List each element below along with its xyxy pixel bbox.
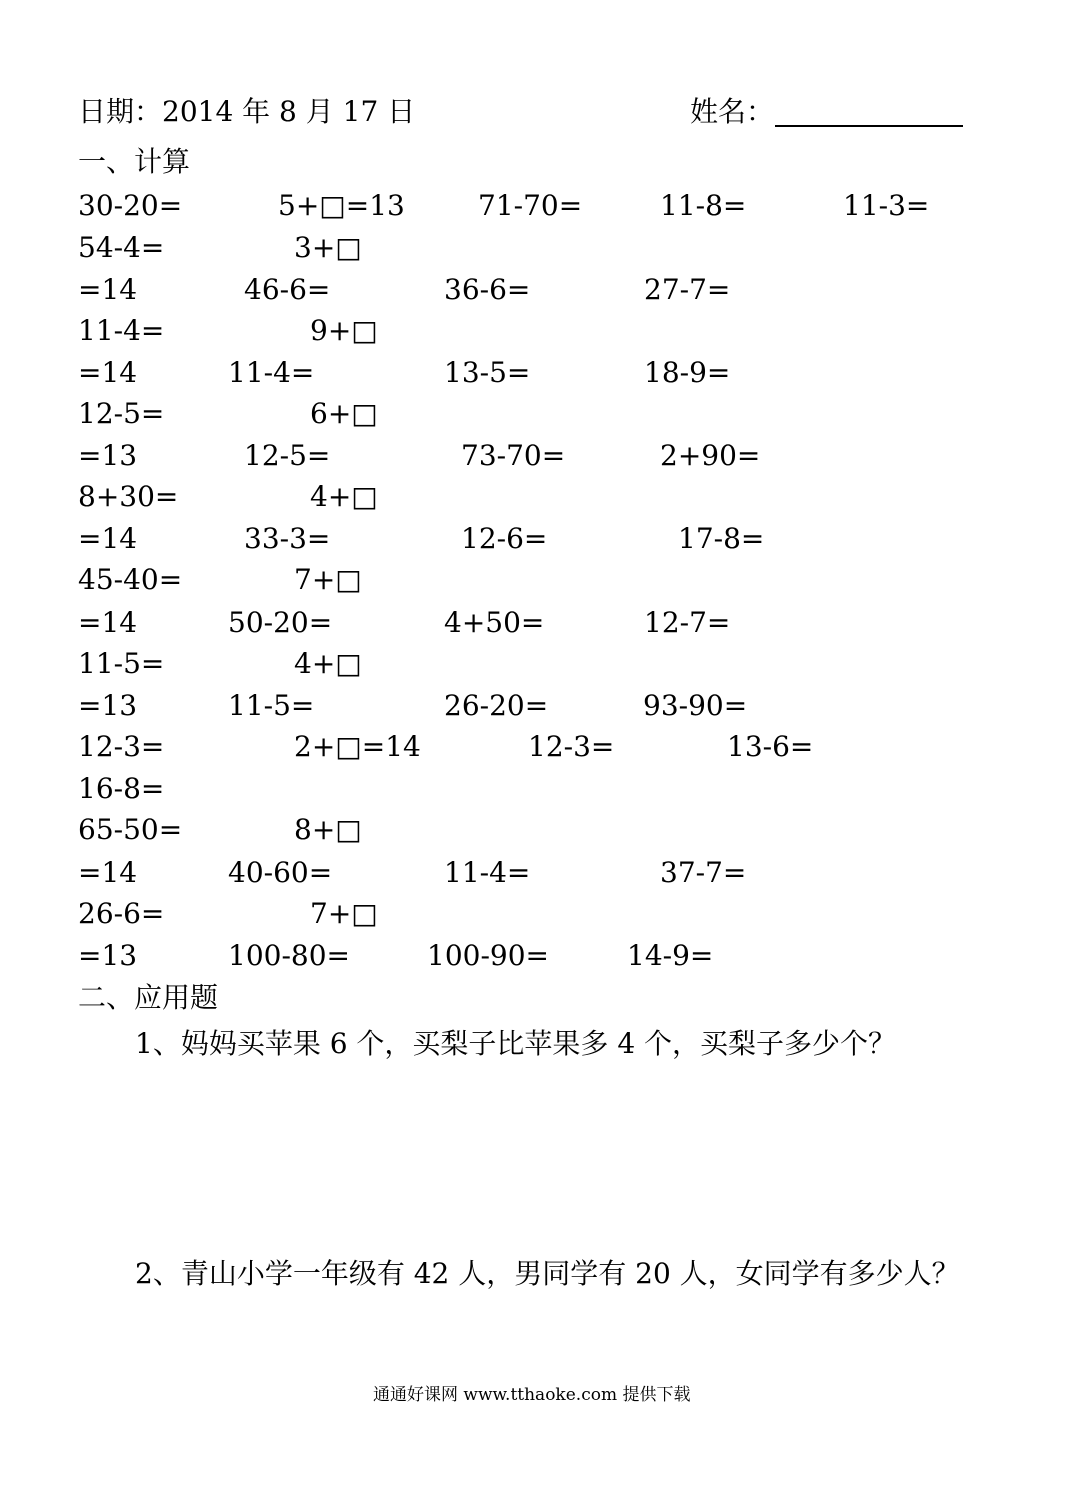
calc-item: =13 bbox=[78, 939, 138, 972]
calc-item: 12-6= bbox=[461, 522, 548, 555]
calc-item: 2+□=14 bbox=[294, 730, 421, 763]
calc-item: 36-6= bbox=[444, 273, 531, 306]
calc-item: 11-4= bbox=[228, 356, 315, 389]
calc-item: 100-80= bbox=[228, 939, 350, 972]
calc-item: 50-20= bbox=[228, 606, 333, 639]
calc-item: 11-5= bbox=[228, 689, 315, 722]
calc-item: 11-4= bbox=[444, 856, 531, 889]
footer-credit: 通通好课网 www.tthaoke.com 提供下载 bbox=[373, 1385, 691, 1405]
calc-item: 27-7= bbox=[644, 273, 731, 306]
calc-item: 54-4= bbox=[78, 231, 165, 264]
calc-item: 2+90= bbox=[660, 439, 761, 472]
section-application-title: 二、应用题 bbox=[78, 981, 219, 1014]
section-calc-title: 一、计算 bbox=[78, 145, 191, 178]
calc-item: 26-20= bbox=[444, 689, 549, 722]
calc-item: 12-5= bbox=[78, 397, 165, 430]
calc-item: 13-5= bbox=[444, 356, 531, 389]
calc-item: 93-90= bbox=[643, 689, 748, 722]
calc-item: 45-40= bbox=[78, 563, 183, 596]
calc-item: 65-50= bbox=[78, 813, 183, 846]
calc-item: 9+□ bbox=[310, 314, 378, 347]
calc-item: 73-70= bbox=[461, 439, 566, 472]
calc-item: =14 bbox=[78, 856, 138, 889]
date-line: 日期：2014 年 8 月 17 日 bbox=[78, 95, 416, 128]
calc-item: =13 bbox=[78, 689, 138, 722]
calc-item: 11-8= bbox=[660, 189, 747, 222]
calc-item: 12-3= bbox=[528, 730, 615, 763]
calc-item: 12-3= bbox=[78, 730, 165, 763]
calc-item: =13 bbox=[78, 439, 138, 472]
word-problem-1: 1、妈妈买苹果 6 个，买梨子比苹果多 4 个，买梨子多少个？ bbox=[135, 1027, 897, 1060]
calc-item: 6+□ bbox=[310, 397, 378, 430]
calc-item: =14 bbox=[78, 606, 138, 639]
calc-item: =14 bbox=[78, 522, 138, 555]
calc-item: 26-6= bbox=[78, 897, 165, 930]
calc-item: 100-90= bbox=[427, 939, 549, 972]
calc-item: 11-5= bbox=[78, 647, 165, 680]
calc-item: 18-9= bbox=[644, 356, 731, 389]
calc-item: =14 bbox=[78, 273, 138, 306]
calc-item: 13-6= bbox=[727, 730, 814, 763]
calc-item: 4+□ bbox=[310, 480, 378, 513]
calc-item: 11-4= bbox=[78, 314, 165, 347]
calc-item: 4+□ bbox=[294, 647, 362, 680]
calc-item: 12-5= bbox=[244, 439, 331, 472]
calc-item: 11-3= bbox=[843, 189, 930, 222]
word-problem-2: 2、青山小学一年级有 42 人，男同学有 20 人，女同学有多少人？ bbox=[135, 1257, 960, 1290]
calc-item: 17-8= bbox=[678, 522, 765, 555]
calc-item: 4+50= bbox=[444, 606, 545, 639]
calc-item: 5+□=13 bbox=[278, 189, 405, 222]
calc-item: =14 bbox=[78, 356, 138, 389]
calc-item: 16-8= bbox=[78, 772, 165, 805]
calc-item: 71-70= bbox=[478, 189, 583, 222]
calc-item: 14-9= bbox=[627, 939, 714, 972]
name-label: 姓名： bbox=[690, 95, 775, 128]
calc-item: 12-7= bbox=[644, 606, 731, 639]
calc-item: 3+□ bbox=[294, 231, 362, 264]
calc-item: 8+30= bbox=[78, 480, 179, 513]
calc-item: 40-60= bbox=[228, 856, 333, 889]
calc-item: 30-20= bbox=[78, 189, 183, 222]
calc-item: 8+□ bbox=[294, 813, 362, 846]
calc-item: 7+□ bbox=[294, 563, 362, 596]
name-blank-line bbox=[775, 125, 963, 127]
calc-item: 7+□ bbox=[310, 897, 378, 930]
calc-item: 37-7= bbox=[660, 856, 747, 889]
calc-item: 33-3= bbox=[244, 522, 331, 555]
calc-item: 46-6= bbox=[244, 273, 331, 306]
